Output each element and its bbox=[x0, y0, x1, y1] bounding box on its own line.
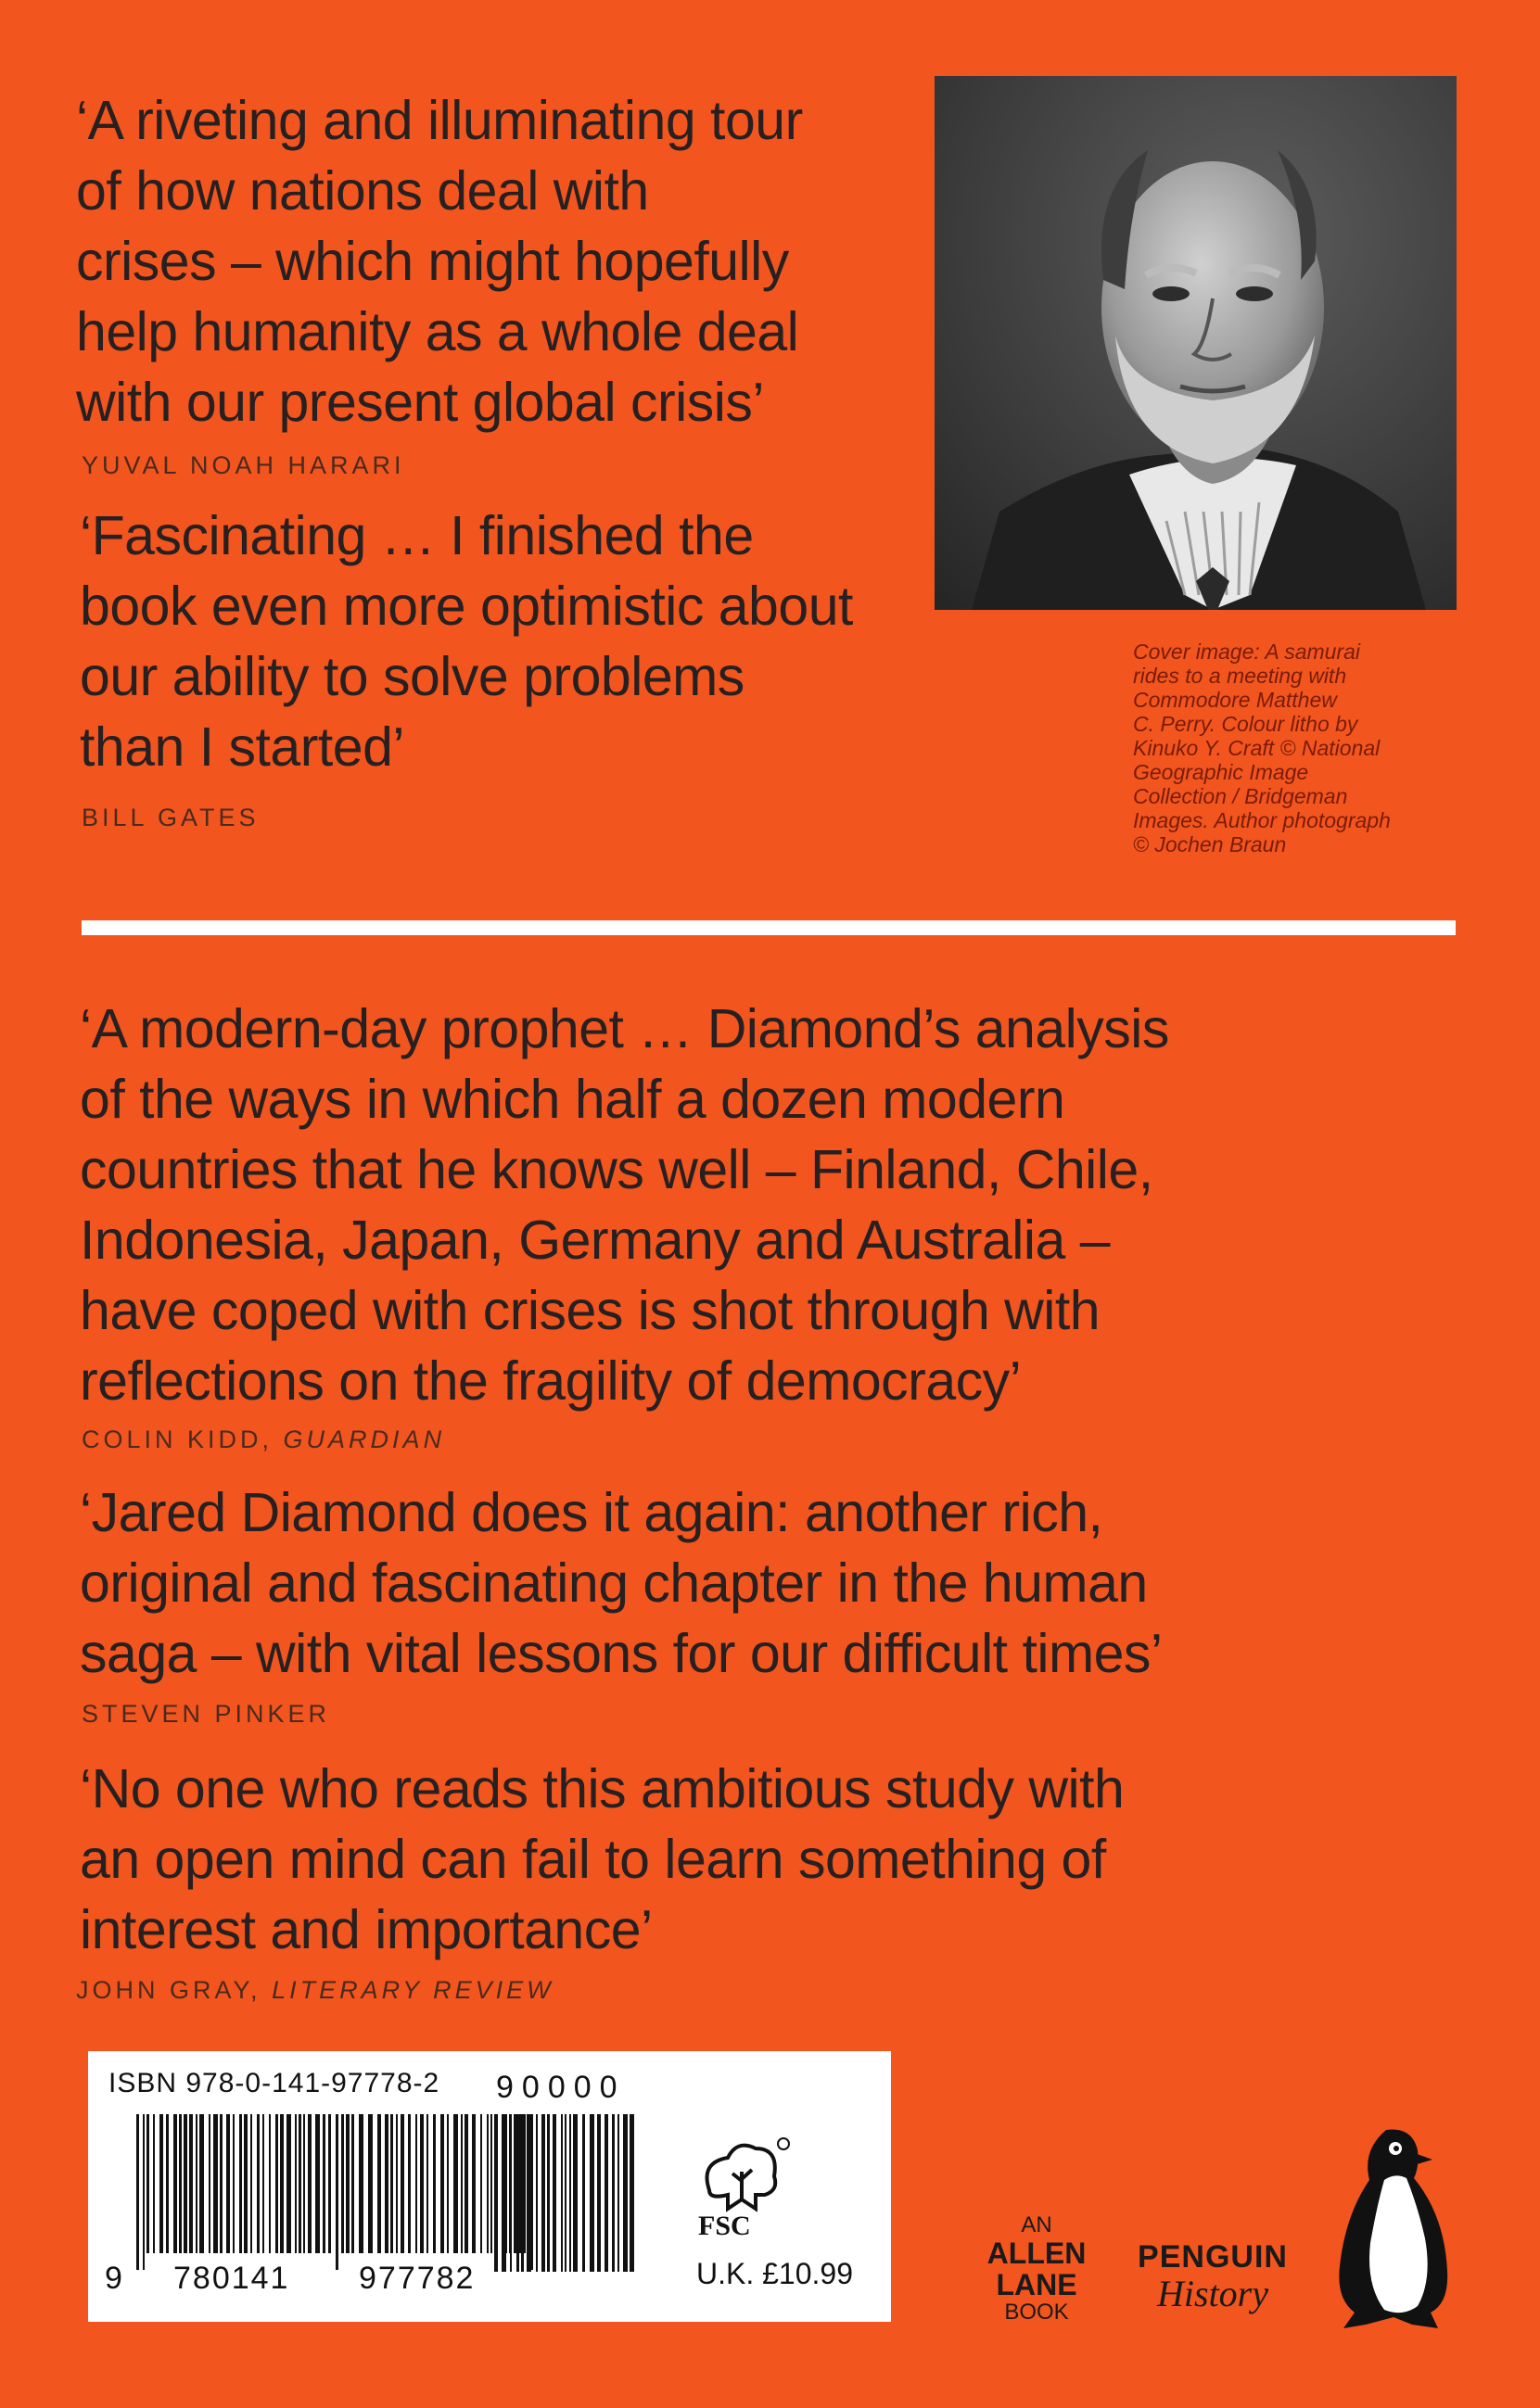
barcode-bar bbox=[323, 2114, 325, 2253]
addon-digits: 90000 bbox=[496, 2070, 626, 2105]
attribution-source: LITERARY REVIEW bbox=[272, 1976, 554, 2004]
credit-line: Collection / Bridgeman bbox=[1133, 784, 1348, 808]
quote-gates bbox=[80, 501, 853, 782]
barcode-bar bbox=[582, 2114, 585, 2272]
quote-line: saga – with vital lessons for our difficult times’ bbox=[80, 1623, 1163, 1684]
quote-line: countries that he knows well – Finland, Chile, bbox=[80, 1139, 1153, 1200]
quote-line: of the ways in which half a dozen modern bbox=[80, 1069, 1065, 1130]
addon-barcode bbox=[494, 2114, 643, 2290]
barcode-bar bbox=[257, 2114, 260, 2253]
barcode-bar bbox=[447, 2114, 449, 2253]
barcode-bar bbox=[351, 2114, 354, 2253]
cover-credit bbox=[1133, 640, 1467, 856]
barcode-bar bbox=[516, 2114, 519, 2272]
ean-lead-digit: 9 bbox=[105, 2261, 124, 2296]
barcode-bar bbox=[415, 2114, 417, 2253]
barcode-bar bbox=[220, 2114, 223, 2253]
quote-line: Indonesia, Japan, Germany and Australia – bbox=[80, 1210, 1111, 1271]
barcode-bar bbox=[396, 2114, 398, 2253]
imprint-name: ALLEN bbox=[986, 2237, 1087, 2270]
divider bbox=[82, 920, 1456, 935]
series-subject: History bbox=[1157, 2273, 1268, 2314]
barcode-bar bbox=[269, 2114, 271, 2253]
barcode-bar bbox=[295, 2114, 297, 2253]
quote-harari bbox=[76, 85, 803, 437]
attribution-author: YUVAL NOAH HARARI bbox=[82, 451, 405, 479]
price: U.K. £10.99 bbox=[696, 2257, 853, 2290]
quote-line: original and fascinating chapter in the human bbox=[80, 1553, 1148, 1614]
barcode-bar bbox=[590, 2114, 594, 2272]
penguin-icon bbox=[1329, 2123, 1458, 2336]
barcode-bar bbox=[146, 2114, 149, 2253]
barcode-bar bbox=[244, 2114, 248, 2253]
barcode-bar bbox=[390, 2114, 393, 2253]
barcode-bar bbox=[612, 2114, 615, 2272]
barcode-bar bbox=[569, 2114, 571, 2272]
barcode-bar bbox=[401, 2114, 404, 2253]
barcode-bar bbox=[189, 2114, 193, 2253]
quote-attribution bbox=[76, 1976, 554, 2005]
barcode-bar bbox=[541, 2114, 545, 2272]
barcode-bar bbox=[166, 2114, 169, 2253]
barcode-bar bbox=[547, 2114, 550, 2272]
barcode-bar bbox=[617, 2114, 619, 2272]
barcode-bar bbox=[502, 2114, 506, 2272]
quote-line: ‘A riveting and illuminating tour bbox=[76, 90, 803, 151]
barcode-bar bbox=[299, 2114, 301, 2253]
author-portrait-illustration bbox=[935, 76, 1457, 610]
barcode-bar bbox=[226, 2114, 230, 2253]
barcode-bar bbox=[184, 2114, 187, 2253]
barcode-bar bbox=[173, 2114, 177, 2253]
barcode-bar bbox=[385, 2114, 388, 2253]
quote-line: than I started’ bbox=[80, 716, 404, 778]
imprint-book: BOOK bbox=[1004, 2300, 1069, 2325]
barcode-bar bbox=[275, 2114, 278, 2253]
quote-gray bbox=[80, 1754, 1124, 1965]
barcode-bar bbox=[472, 2114, 476, 2253]
quote-line: help humanity as a whole deal bbox=[76, 301, 799, 362]
ean-left-digits: 780141 bbox=[173, 2261, 290, 2296]
quote-line: ‘No one who reads this ambitious study with bbox=[80, 1758, 1125, 1819]
attribution-author: JOHN GRAY, bbox=[76, 1976, 261, 2004]
series-name: PENGUIN bbox=[1138, 2239, 1288, 2275]
barcode-bar bbox=[440, 2114, 444, 2253]
quote-attribution bbox=[82, 451, 405, 480]
barcode-bar bbox=[561, 2114, 563, 2272]
quote-kidd bbox=[80, 994, 1169, 1416]
barcode-bar bbox=[303, 2114, 305, 2253]
barcode-bar bbox=[461, 2114, 463, 2253]
barcode-bar bbox=[286, 2114, 291, 2253]
quote-line: of how nations deal with bbox=[76, 160, 649, 222]
barcode-bar bbox=[262, 2114, 264, 2253]
barcode-bar bbox=[521, 2114, 524, 2272]
quote-line: an open mind can fail to learn something of bbox=[80, 1829, 1106, 1890]
barcode-bar bbox=[490, 2114, 492, 2253]
barcode-bar bbox=[623, 2114, 628, 2272]
author-photo bbox=[935, 76, 1457, 610]
credit-line: Images. Author photograph bbox=[1133, 808, 1391, 832]
barcode-bar bbox=[341, 2114, 344, 2253]
quote-line: reflections on the fragility of democracy’ bbox=[80, 1350, 1022, 1412]
barcode-bar bbox=[153, 2114, 155, 2253]
attribution-author: BILL GATES bbox=[82, 804, 260, 831]
barcode-bar bbox=[368, 2114, 373, 2253]
barcode-bar bbox=[179, 2114, 182, 2253]
penguin-history-series bbox=[1129, 2239, 1296, 2313]
fsc-logo bbox=[691, 2135, 793, 2241]
credit-line: rides to a meeting with bbox=[1133, 664, 1347, 688]
barcode-bar bbox=[143, 2114, 145, 2270]
attribution-author: STEVEN PINKER bbox=[82, 1700, 331, 1728]
credit-line: Geographic Image bbox=[1133, 760, 1309, 784]
fsc-label: FSC bbox=[698, 2211, 751, 2241]
penguin-logo-icon bbox=[1329, 2123, 1458, 2336]
quote-pinker bbox=[80, 1477, 1163, 1689]
credit-line: Commodore Matthew bbox=[1133, 688, 1337, 712]
quote-line: interest and importance’ bbox=[80, 1899, 653, 1960]
credit-line: C. Perry. Colour litho by bbox=[1133, 712, 1358, 736]
quote-line: book even more optimistic about bbox=[80, 576, 853, 637]
barcode-bar bbox=[346, 2114, 350, 2253]
barcode-bar bbox=[359, 2114, 363, 2253]
quote-line: ‘A modern-day prophet … Diamond’s analysis bbox=[80, 998, 1169, 1059]
attribution-source: GUARDIAN bbox=[283, 1426, 446, 1453]
barcode-bar bbox=[196, 2114, 197, 2253]
barcode-bar bbox=[315, 2114, 320, 2253]
barcode-bar bbox=[465, 2114, 468, 2253]
barcode-bar bbox=[605, 2114, 608, 2272]
barcode-bar bbox=[136, 2114, 139, 2270]
barcode-bar bbox=[487, 2114, 489, 2253]
barcode-bar bbox=[426, 2114, 428, 2253]
barcode-bar bbox=[565, 2114, 566, 2272]
quote-line: ‘Fascinating … I finished the bbox=[80, 505, 754, 566]
ean-right-digits: 977782 bbox=[359, 2261, 476, 2296]
credit-line: Cover image: A samurai bbox=[1133, 640, 1360, 664]
quote-line: with our present global crisis’ bbox=[76, 372, 764, 433]
barcode-bar bbox=[420, 2114, 424, 2253]
ean-barcode bbox=[136, 2114, 544, 2272]
barcode-bar bbox=[328, 2114, 331, 2253]
barcode-bar bbox=[597, 2114, 601, 2272]
barcode-bar bbox=[433, 2114, 436, 2253]
barcode-bar bbox=[213, 2114, 218, 2253]
quote-line: ‘Jared Diamond does it again: another rich, bbox=[80, 1482, 1103, 1543]
quote-attribution bbox=[82, 804, 260, 832]
barcode-bar bbox=[159, 2114, 163, 2253]
barcode-bar bbox=[573, 2114, 578, 2272]
attribution-author: COLIN KIDD, bbox=[82, 1426, 274, 1453]
allen-lane-imprint bbox=[986, 2213, 1088, 2325]
barcode-bar bbox=[209, 2114, 210, 2253]
barcode-bar bbox=[336, 2114, 338, 2270]
barcode-bar bbox=[408, 2114, 411, 2253]
barcode-bar bbox=[527, 2114, 531, 2272]
barcode-bar bbox=[233, 2114, 235, 2253]
credit-line: Kinuko Y. Craft © National bbox=[1133, 736, 1381, 760]
imprint-name: LANE bbox=[996, 2268, 1077, 2301]
barcode-bar bbox=[250, 2114, 252, 2253]
barcode-bar bbox=[280, 2114, 284, 2253]
imprint-an: AN bbox=[1021, 2212, 1052, 2237]
barcode-bar bbox=[239, 2114, 242, 2253]
barcode-bar bbox=[536, 2114, 538, 2272]
barcode-bar bbox=[308, 2114, 312, 2253]
barcode-panel bbox=[88, 2051, 891, 2322]
quote-attribution bbox=[82, 1426, 445, 1454]
barcode-bar bbox=[199, 2114, 204, 2253]
barcode-bar bbox=[494, 2114, 498, 2272]
barcode-bar bbox=[553, 2114, 556, 2272]
quote-line: our ability to solve problems bbox=[80, 646, 745, 707]
quote-line: have coped with crises is shot through with bbox=[80, 1280, 1101, 1341]
barcode-bar bbox=[377, 2114, 381, 2253]
barcode-bar bbox=[480, 2114, 482, 2253]
quote-attribution bbox=[82, 1700, 330, 1729]
barcode-bar bbox=[630, 2114, 634, 2272]
barcode-bar bbox=[453, 2114, 458, 2253]
barcode-bar bbox=[510, 2114, 512, 2272]
quote-line: crises – which might hopefully bbox=[76, 231, 789, 292]
isbn-label: ISBN 978-0-141-97778-2 bbox=[108, 2068, 440, 2098]
credit-line: © Jochen Braun bbox=[1133, 832, 1287, 856]
